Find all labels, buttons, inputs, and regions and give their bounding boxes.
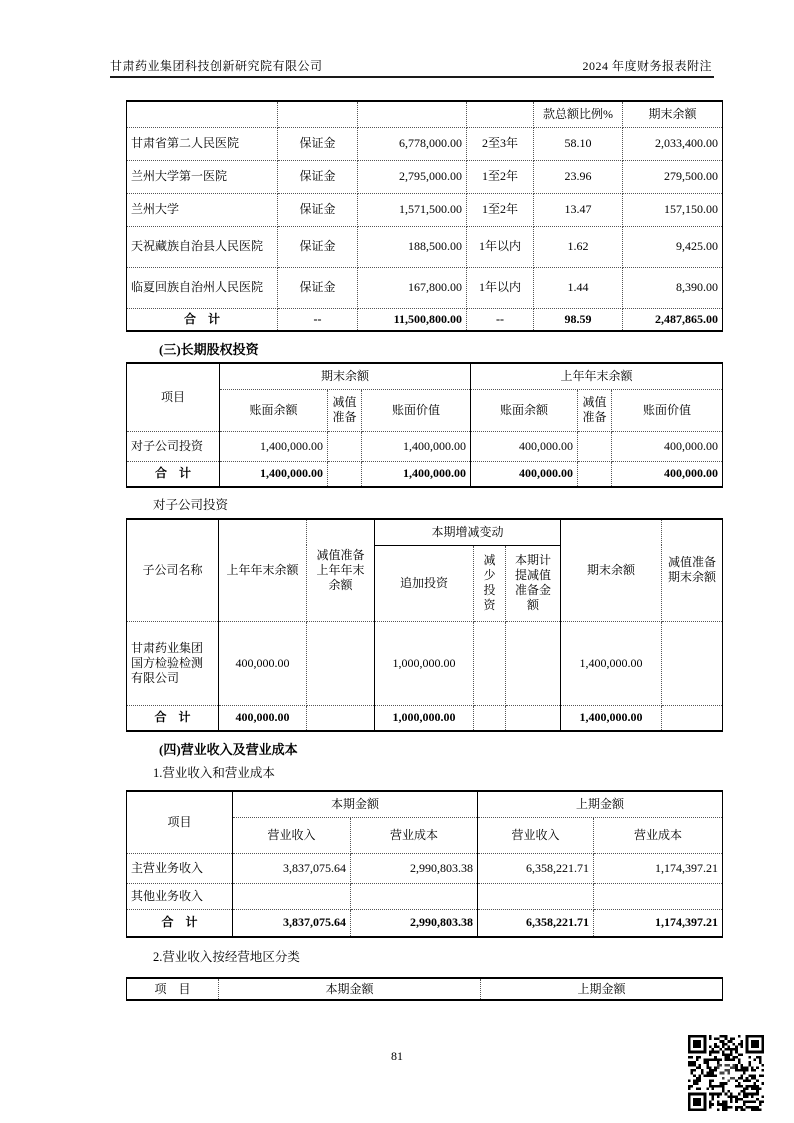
cell: 188,500.00 xyxy=(358,226,467,267)
page-number: 81 xyxy=(391,1049,403,1063)
cell xyxy=(233,883,351,909)
header-book-balance: 账面余额 xyxy=(220,389,328,431)
cell: -- xyxy=(278,308,358,331)
header-end-balance: 期末余额 xyxy=(623,101,723,127)
cell: 甘肃药业集团国方检验检测有限公司 xyxy=(127,621,219,705)
cell: 2,033,400.00 xyxy=(623,127,723,160)
cell-total-label: 合 计 xyxy=(127,705,219,731)
cell: 157,150.00 xyxy=(623,193,723,226)
header-prior-amount: 上期金额 xyxy=(481,978,723,1000)
header-revenue: 营业收入 xyxy=(478,817,594,853)
cell: 保证金 xyxy=(278,127,358,160)
cell xyxy=(328,461,362,487)
cell: -- xyxy=(467,308,534,331)
table-row xyxy=(127,853,723,883)
cell: 1年以内 xyxy=(467,226,534,267)
cell-total-label: 合 计 xyxy=(127,909,233,937)
cell: 6,358,221.71 xyxy=(478,909,594,937)
table-total-row xyxy=(127,909,723,937)
cell: 8,390.00 xyxy=(623,267,723,308)
table-row xyxy=(127,267,723,308)
header-book-value: 账面价值 xyxy=(362,389,471,431)
cell: 甘肃省第二人民医院 xyxy=(127,127,278,160)
revenue-by-region-table xyxy=(126,977,723,1001)
header-impairment: 减值准备 xyxy=(328,389,362,431)
table-total-row xyxy=(127,461,723,487)
cell: 6,358,221.71 xyxy=(478,853,594,883)
cell: 1至2年 xyxy=(467,193,534,226)
cell: 2,990,803.38 xyxy=(351,909,478,937)
cell: 11,500,800.00 xyxy=(358,308,467,331)
header-item: 项目 xyxy=(127,363,220,431)
cell-total-label: 合 计 xyxy=(127,308,278,331)
header-subsidiary-name: 子公司名称 xyxy=(127,519,219,621)
cell: 2至3年 xyxy=(467,127,534,160)
cell: 3,837,075.64 xyxy=(233,853,351,883)
cell: 1.62 xyxy=(534,226,623,267)
cell xyxy=(594,883,723,909)
cell: 1至2年 xyxy=(467,160,534,193)
table-row xyxy=(127,431,723,461)
subsection-item-2: 2.营业收入按经营地区分类 xyxy=(153,950,300,964)
cell: 2,795,000.00 xyxy=(358,160,467,193)
cell: 1.44 xyxy=(534,267,623,308)
cell: 400,000.00 xyxy=(471,431,578,461)
table-row xyxy=(127,226,723,267)
header-empty xyxy=(127,101,278,127)
cell: 1,400,000.00 xyxy=(561,621,662,705)
doc-title: 2024 年度财务报表附注 xyxy=(582,59,712,73)
cell: 6,778,000.00 xyxy=(358,127,467,160)
cell xyxy=(307,621,375,705)
header-prev-balance: 上年年末余额 xyxy=(219,519,307,621)
cell: 2,990,803.38 xyxy=(351,853,478,883)
cell xyxy=(506,621,561,705)
cell: 1,400,000.00 xyxy=(362,431,471,461)
cell: 保证金 xyxy=(278,226,358,267)
cell: 1,400,000.00 xyxy=(220,461,328,487)
cell: 400,000.00 xyxy=(471,461,578,487)
cell: 保证金 xyxy=(278,160,358,193)
cell: 400,000.00 xyxy=(219,621,307,705)
cell: 保证金 xyxy=(278,193,358,226)
subsection-item-1: 1.营业收入和营业成本 xyxy=(153,766,275,780)
cell xyxy=(578,461,612,487)
header-cost: 营业成本 xyxy=(351,817,478,853)
header-impairment: 减值准备 xyxy=(578,389,612,431)
header-empty xyxy=(467,101,534,127)
cell: 3,837,075.64 xyxy=(233,909,351,937)
header-cost: 营业成本 xyxy=(594,817,723,853)
cell: 400,000.00 xyxy=(219,705,307,731)
cell: 98.59 xyxy=(534,308,623,331)
cell: 1,000,000.00 xyxy=(375,705,474,731)
header-current-amount: 本期金额 xyxy=(219,978,481,1000)
header-book-balance: 账面余额 xyxy=(471,389,578,431)
cell xyxy=(578,431,612,461)
header-ratio: 款总额比例% xyxy=(534,101,623,127)
header-add-investment: 追加投资 xyxy=(375,545,474,621)
cell: 1,400,000.00 xyxy=(220,431,328,461)
cell: 9,425.00 xyxy=(623,226,723,267)
header-end-balance: 期末余额 xyxy=(561,519,662,621)
table-row xyxy=(127,883,723,909)
cell-total-label: 合 计 xyxy=(127,461,220,487)
header-impairment-end: 减值准备期末余额 xyxy=(662,519,723,621)
cell: 1,400,000.00 xyxy=(561,705,662,731)
table-row xyxy=(127,193,723,226)
header-end-group: 期末余额 xyxy=(220,363,471,389)
cell: 58.10 xyxy=(534,127,623,160)
cell: 其他业务收入 xyxy=(127,883,233,909)
section-heading-3: (三)长期股权投资 xyxy=(159,342,259,357)
header-change-group: 本期增减变动 xyxy=(375,519,561,545)
cell xyxy=(474,621,506,705)
header-item: 项 目 xyxy=(127,978,219,1000)
header-impairment-prev: 减值准备上年年末余额 xyxy=(307,519,375,621)
cell: 对子公司投资 xyxy=(127,431,220,461)
header-item: 项目 xyxy=(127,791,233,853)
header-divider xyxy=(110,76,714,78)
table-header-row xyxy=(127,519,723,545)
cell xyxy=(662,621,723,705)
header-empty xyxy=(278,101,358,127)
subsection-label: 对子公司投资 xyxy=(153,498,229,512)
cell: 13.47 xyxy=(534,193,623,226)
cell xyxy=(307,705,375,731)
company-name: 甘肃药业集团科技创新研究院有限公司 xyxy=(110,59,323,73)
cell xyxy=(328,431,362,461)
cell: 保证金 xyxy=(278,267,358,308)
cell: 天祝藏族自治县人民医院 xyxy=(127,226,278,267)
deposit-aging-table xyxy=(126,100,723,332)
header-prev-group: 上年年末余额 xyxy=(471,363,723,389)
header-reduce-investment: 减少投资 xyxy=(474,545,506,621)
revenue-cost-table xyxy=(126,790,723,938)
cell: 279,500.00 xyxy=(623,160,723,193)
table-total-row xyxy=(127,308,723,331)
cell: 2,487,865.00 xyxy=(623,308,723,331)
cell xyxy=(478,883,594,909)
cell: 主营业务收入 xyxy=(127,853,233,883)
cell: 167,800.00 xyxy=(358,267,467,308)
cell xyxy=(474,705,506,731)
table-row xyxy=(127,160,723,193)
header-empty xyxy=(358,101,467,127)
cell: 1年以内 xyxy=(467,267,534,308)
doc-header xyxy=(110,57,712,74)
table-row xyxy=(127,127,723,160)
cell: 兰州大学第一医院 xyxy=(127,160,278,193)
cell: 1,000,000.00 xyxy=(375,621,474,705)
header-provision: 本期计提减值准备金额 xyxy=(506,545,561,621)
cell xyxy=(662,705,723,731)
table-row xyxy=(127,621,723,705)
cell: 1,571,500.00 xyxy=(358,193,467,226)
cell: 1,174,397.21 xyxy=(594,853,723,883)
longterm-equity-table xyxy=(126,362,723,488)
cell xyxy=(351,883,478,909)
section-heading-4: (四)营业收入及营业成本 xyxy=(159,742,298,757)
header-book-value: 账面价值 xyxy=(612,389,723,431)
header-revenue: 营业收入 xyxy=(233,817,351,853)
cell: 1,174,397.21 xyxy=(594,909,723,937)
table-header-row xyxy=(127,978,723,1000)
header-prior-group: 上期金额 xyxy=(478,791,723,817)
cell: 23.96 xyxy=(534,160,623,193)
cell: 1,400,000.00 xyxy=(362,461,471,487)
table-header-row xyxy=(127,101,723,127)
cell xyxy=(506,705,561,731)
subsidiary-investment-table xyxy=(126,518,723,732)
table-total-row xyxy=(127,705,723,731)
cell: 400,000.00 xyxy=(612,431,723,461)
table-header-row xyxy=(127,363,723,389)
cell: 临夏回族自治州人民医院 xyxy=(127,267,278,308)
qr-code-icon xyxy=(688,1035,764,1111)
header-current-group: 本期金额 xyxy=(233,791,478,817)
cell: 兰州大学 xyxy=(127,193,278,226)
table-header-row xyxy=(127,791,723,817)
cell: 400,000.00 xyxy=(612,461,723,487)
